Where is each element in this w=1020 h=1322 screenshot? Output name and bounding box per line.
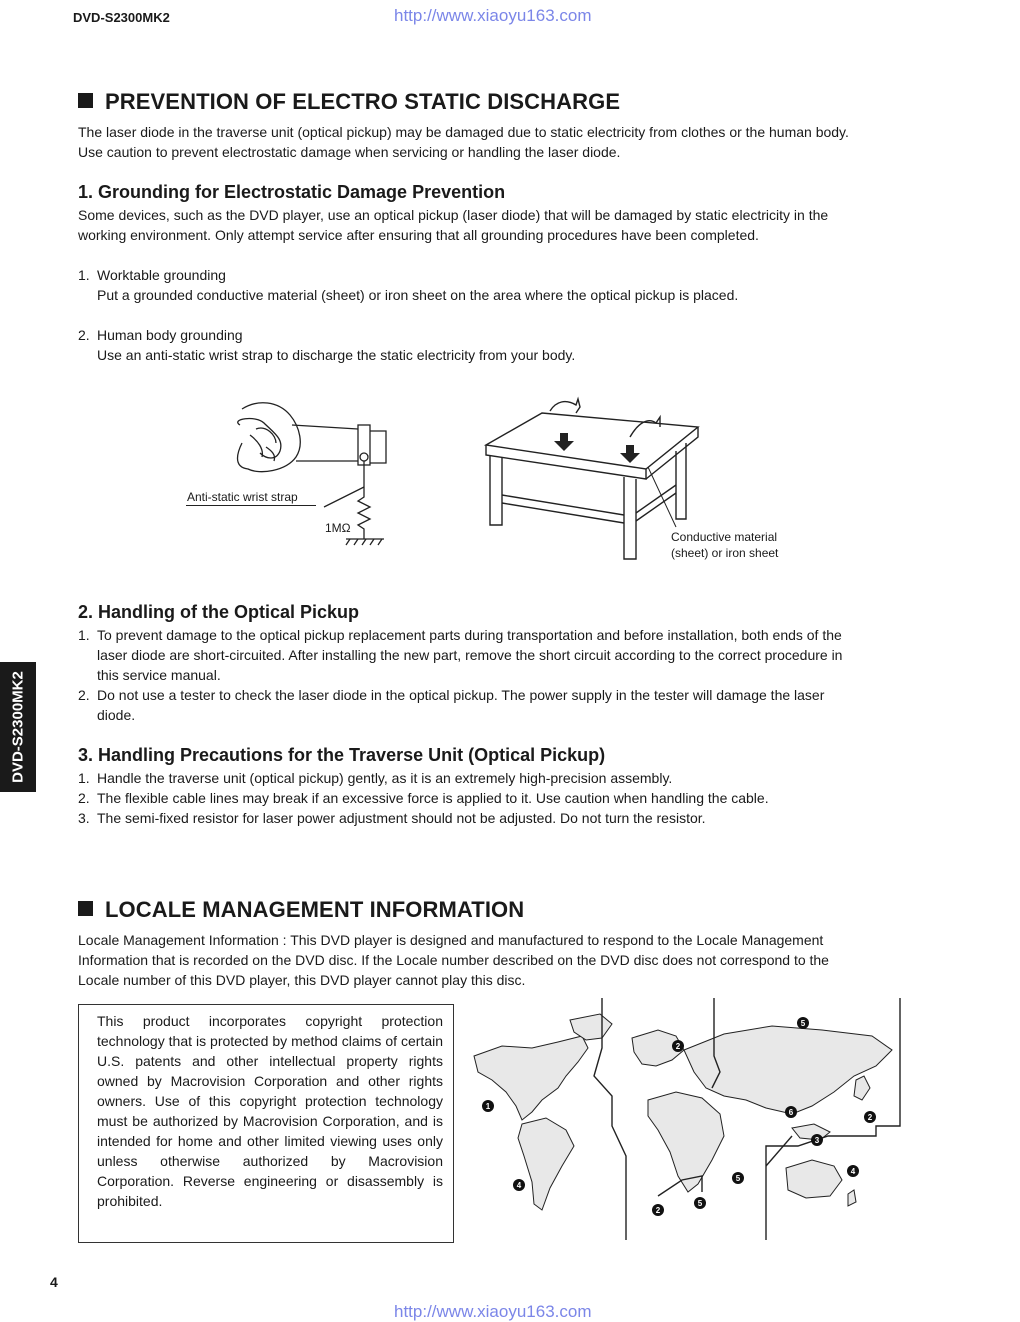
grounding-item-desc: Use an anti-static wrist strap to discharge the static electricity from your body. [97, 347, 576, 363]
conductive-material-label [671, 529, 778, 561]
list-number: 2. [78, 790, 90, 806]
list-line: Do not use a tester to check the laser diode in the optical pickup. The power supply in the tester will damage the laser [97, 687, 825, 703]
wrist-strap-label: Anti-static wrist strap [187, 490, 298, 504]
locale-section-title [78, 897, 524, 923]
region-marker [811, 1134, 823, 1146]
region-number: 2 [675, 1042, 681, 1051]
grounding-item-title: Worktable grounding [97, 267, 226, 283]
list-line: The semi-fixed resistor for laser power adjustment should not be adjusted. Do not turn the resistor. [97, 810, 706, 826]
locale-title-text: LOCALE MANAGEMENT INFORMATION [105, 897, 525, 922]
watermark-url-top: http://www.xiaoyu163.com [394, 6, 592, 25]
grounding-item-1 [78, 265, 738, 305]
region-number: 2 [867, 1113, 873, 1122]
list-line: diode. [97, 707, 136, 723]
region-marker [847, 1165, 859, 1177]
esd-intro [78, 122, 849, 162]
region-number: 4 [516, 1181, 522, 1190]
region-marker [482, 1100, 494, 1112]
region-marker [732, 1172, 744, 1184]
region-marker [694, 1197, 706, 1209]
section-1-title: 1. Grounding for Electrostatic Damage Prevention [78, 182, 506, 202]
list-line: this service manual. [97, 667, 221, 683]
list-number: 3. [78, 810, 90, 826]
section-1-line: Some devices, such as the DVD player, use an optical pickup (laser diode) that will be damaged by static electricity in the [78, 207, 829, 223]
esd-intro-line: Use caution to prevent electrostatic damage when servicing or handling the laser diode. [78, 144, 621, 160]
resistor-label: 1MΩ [325, 521, 351, 535]
side-tab-label: DVD-S2300MK2 [9, 671, 27, 783]
list-number: 1. [78, 770, 90, 786]
region-number: 3 [814, 1136, 820, 1145]
region-number: 2 [655, 1206, 661, 1215]
list-line: The flexible cable lines may break if an excessive force is applied to it. Use caution when handling the cable. [97, 790, 769, 806]
wrist-strap-illustration [180, 395, 420, 555]
list-number: 2. [78, 687, 90, 703]
esd-intro-line: The laser diode in the traverse unit (optical pickup) may be damaged due to static electricity from clothes or the human body. [78, 124, 849, 140]
esd-title-text: PREVENTION OF ELECTRO STATIC DISCHARGE [105, 89, 621, 114]
grounding-item-title: Human body grounding [97, 327, 243, 343]
side-model-tab [0, 662, 36, 792]
region-marker [797, 1017, 809, 1029]
page-number: 4 [50, 1274, 58, 1290]
list-line: To prevent damage to the optical pickup replacement parts during transportation and before installation, both ends of the [97, 627, 842, 643]
grounding-item-desc: Put a grounded conductive material (sheet) or iron sheet on the area where the optical pickup is placed. [97, 287, 739, 303]
section-2-list [78, 625, 908, 725]
locale-line: Locale number of this DVD player, this DVD player cannot play this disc. [78, 972, 526, 988]
region-marker [672, 1040, 684, 1052]
section-2-title: 2. Handling of the Optical Pickup [78, 602, 360, 622]
region-number: 6 [788, 1108, 794, 1117]
locale-text [78, 930, 829, 990]
region-marker [513, 1179, 525, 1191]
esd-section-title [78, 89, 620, 115]
list-line: laser diode are short-circuited. After installing the new part, remove the short circuit according to the correct procedure in [97, 647, 843, 663]
model-header: DVD-S2300MK2 [73, 10, 170, 25]
watermark-url-bottom: http://www.xiaoyu163.com [394, 1302, 592, 1321]
list-number: 2. [78, 327, 90, 343]
region-world-map [462, 996, 904, 1240]
section-1-line: working environment. Only attempt service after ensuring that all grounding procedures have been completed. [78, 227, 759, 243]
square-bullet-icon [78, 93, 93, 108]
region-number: 4 [850, 1167, 856, 1176]
list-number: 1. [78, 627, 90, 643]
locale-line: Locale Management Information : This DVD player is designed and manufactured to respond to the Locale Management [78, 932, 824, 948]
table-label-line: Conductive material [671, 530, 778, 544]
region-number: 5 [735, 1174, 741, 1183]
region-marker [652, 1204, 664, 1216]
list-line: Handle the traverse unit (optical pickup) gently, as it is an extremely high-precision assembly. [97, 770, 673, 786]
wrist-strap-label-underline [186, 505, 316, 506]
table-label-line: (sheet) or iron sheet [671, 546, 779, 560]
square-bullet-icon [78, 901, 93, 916]
region-number: 5 [697, 1199, 703, 1208]
grounding-item-2 [78, 325, 575, 365]
region-marker [864, 1111, 876, 1123]
locale-line: Information that is recorded on the DVD disc. If the Locale number described on the DVD disc does not correspond to the [78, 952, 829, 968]
section-3-title: 3. Handling Precautions for the Traverse Unit (Optical Pickup) [78, 745, 606, 765]
region-number: 1 [485, 1102, 491, 1111]
section-1-text [78, 205, 828, 245]
list-number: 1. [78, 267, 90, 283]
section-3-list [78, 768, 769, 828]
copyright-notice-box: This product incorporates copyright protection technology that is protected by method claims of certain U.S. patents and other intellectual property rights owned by Macrovision Corporation and other rights owners. Use of this copyright protection technology must be authorized by Macrovision Corporation, and is intended for home and other limited viewing uses only unless otherwise authorized by Macrovision Corporation. Reverse engineering or disassembly is prohibited. [78, 1004, 454, 1243]
region-marker [785, 1106, 797, 1118]
region-number: 5 [800, 1019, 806, 1028]
